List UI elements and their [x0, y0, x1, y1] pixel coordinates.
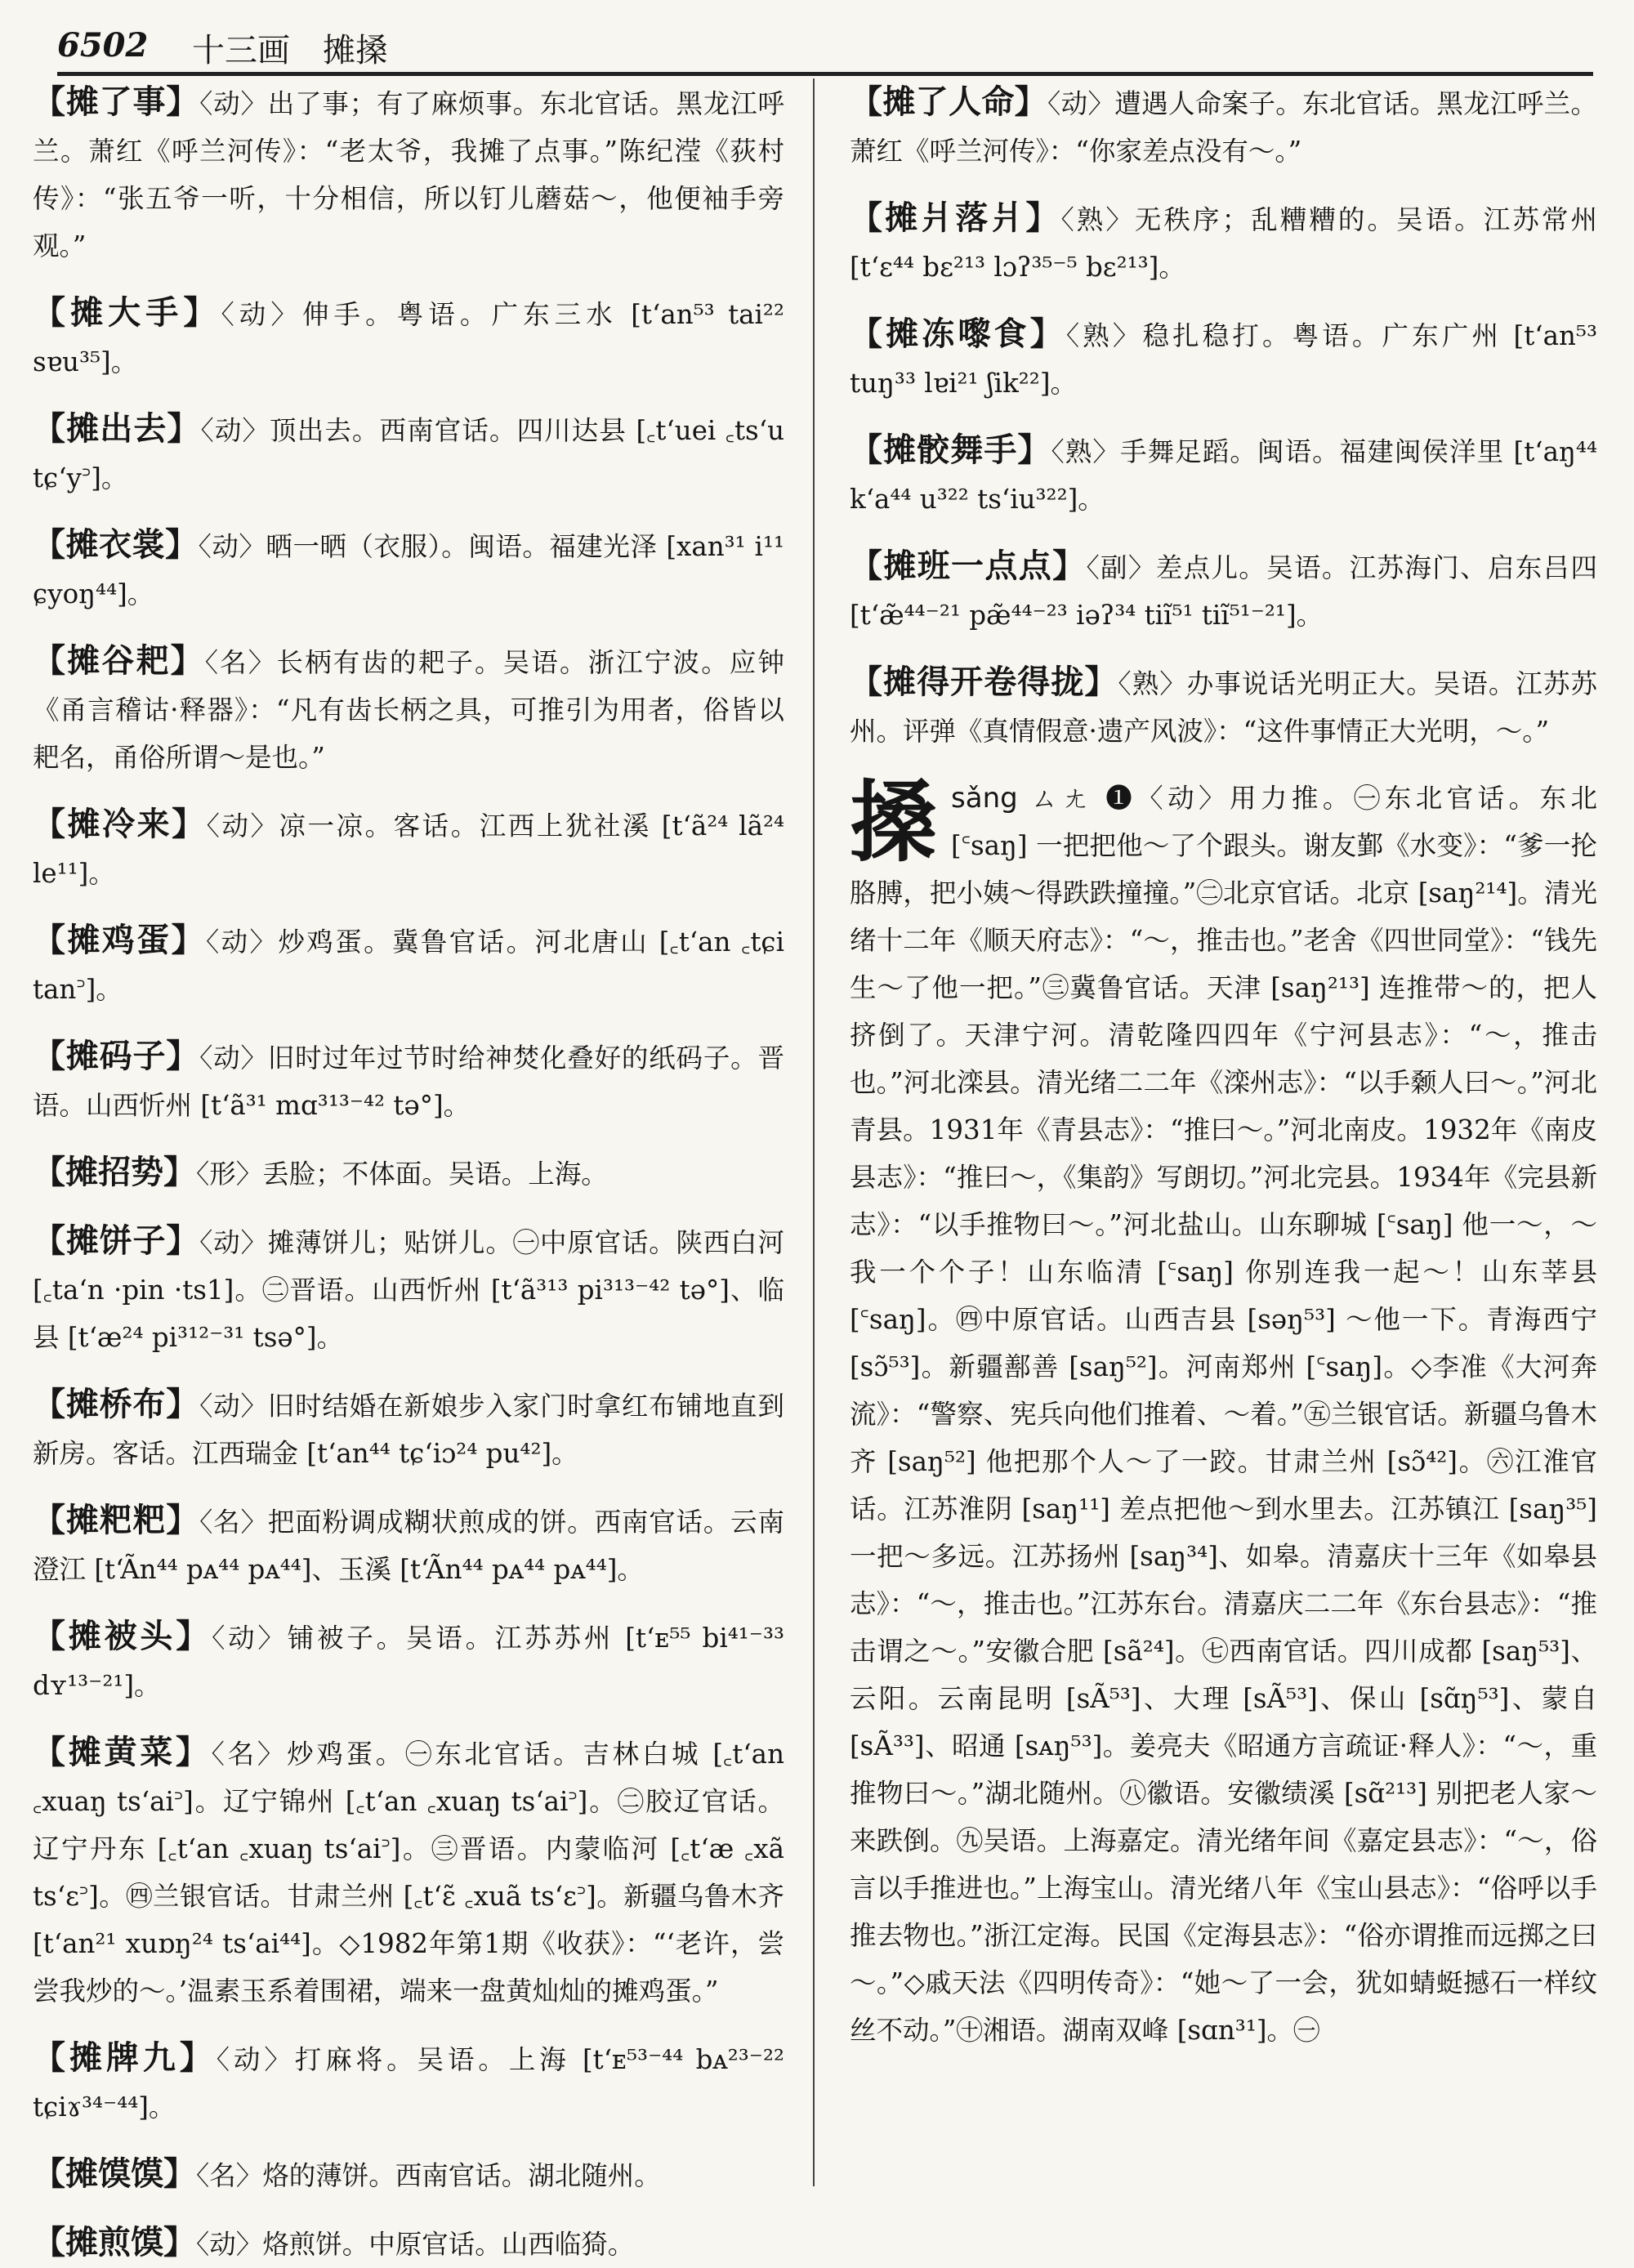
dictionary-entry [33, 1381, 784, 1477]
dictionary-entry [850, 426, 1597, 523]
definition: 〈动〉炒鸡蛋。冀鲁官话。河北唐山 [꜀tʻan ꜀tɕi tan꜄]。 [33, 926, 785, 1005]
headword: 【摊了事】 [33, 83, 200, 121]
dictionary-entry [33, 521, 784, 618]
headword: 【摊粑粑】 [33, 1502, 200, 1539]
head-character: 搡 [850, 772, 939, 874]
headword: 【摊得开卷得拢】 [850, 663, 1118, 701]
dictionary-entry [850, 78, 1597, 175]
dictionary-entry [33, 1033, 784, 1129]
definition: 〈形〉丢脸；不体面。吴语。上海。 [196, 1159, 608, 1190]
dictionary-entry [33, 917, 784, 1013]
definition: 〈动〉伸手。粤语。广东三水 [tʻan⁵³ tai²² sɐu³⁵]。 [33, 299, 784, 377]
dictionary-entry [850, 194, 1597, 291]
headword: 【摊馍馍】 [33, 2155, 196, 2193]
section-heading: 十三画 摊搡 [192, 32, 388, 69]
definition: 〈动〉遭遇人命案子。东北官话。黑龙江呼兰。萧红《呼兰河传》：“你家差点没有～。” [850, 88, 1597, 167]
headword: 【摊爿落爿】 [850, 199, 1061, 237]
headword: 【摊牌九】 [33, 2039, 217, 2077]
zhuyin: ㄙㄤ [1030, 783, 1093, 814]
headword: 【摊码子】 [33, 1038, 200, 1075]
definition: 〈动〉顶出去。西南官话。四川达县 [꜀tʻuei ꜀tsʻu tɕʻy꜄]。 [33, 415, 784, 493]
definition: 〈熟〉手舞足蹈。闽语。福建闽侯洋里 [tʻaŋ⁴⁴ kʻa⁴⁴ u³²² tsʻiu³²²]。 [850, 436, 1597, 515]
headword: 【摊黄菜】 [33, 1734, 212, 1771]
headword: 【摊谷耙】 [33, 642, 205, 680]
dictionary-entry [33, 289, 784, 386]
headword: 【摊冷来】 [33, 806, 207, 843]
definition: 〈动〉摊薄饼儿；贴饼儿。㊀中原官话。陕西白河 [꜀taʻn ·pin ·ts1]。㊁晋语。山西忻州 [tʻã³¹³ pi³¹³⁻⁴² tə°]、临县 [tʻæ²⁴ pi³¹²⁻³¹ tsə°]。 [33, 1227, 784, 1353]
page-header [57, 20, 1593, 76]
definition: 〈熟〉办事说话光明正大。吴语。江苏苏州。评弹《真情假意·遗产风波》：“这件事情正大光明，～。” [850, 668, 1597, 747]
definition: 〈名〉炒鸡蛋。㊀东北官话。吉林白城 [꜀tʻan ꜀xuaŋ tsʻai꜄]。辽宁锦州 [꜀tʻan ꜀xuaŋ tsʻai꜄]。㊁胶辽官话。辽宁丹东 [꜀tʻan ꜀xuaŋ tsʻai꜄]。㊂晋语。内蒙临河 [꜀tʻæ ꜀xã tsʻɛ꜄]。㊃兰银官话。甘肃兰州 [꜀tʻɛ̃ ꜀xuã tsʻɛ꜄]。新疆乌鲁木齐 [tʻan²¹ xuɒŋ²⁴ tsʻai⁴⁴]。◇1982年第1期《收获》：“‘老许，尝尝我炒的～。’温素玉系着围裙，端来一盘黄灿灿的摊鸡蛋。” [33, 1739, 784, 2007]
dictionary-entry [33, 2150, 784, 2199]
headword: 【摊骹舞手】 [850, 431, 1051, 469]
dictionary-entry [33, 1149, 784, 1198]
dictionary-entry [850, 310, 1597, 407]
headword: 【摊招势】 [33, 1154, 196, 1191]
headword: 【摊被头】 [33, 1618, 212, 1655]
sang-entry [850, 772, 1597, 2054]
headword: 【摊鸡蛋】 [33, 922, 206, 959]
dictionary-entry [850, 659, 1597, 755]
headword: 【摊大手】 [33, 294, 221, 332]
headword: 【摊班一点点】 [850, 547, 1087, 585]
dictionary-entry [33, 801, 784, 897]
definition: 〈动〉烙煎饼。中原官话。山西临猗。 [196, 2229, 635, 2260]
dictionary-entry [33, 1497, 784, 1593]
right-column [850, 78, 1597, 2186]
page-number: 6502 [57, 26, 149, 65]
dictionary-entry [33, 2219, 784, 2268]
dictionary-entry [33, 2034, 784, 2131]
definition: 〈动〉旧时结婚在新娘步入家门时拿红布铺地直到新房。客话。江西瑞金 [tʻan⁴⁴ tɕʻiɔ²⁴ pu⁴²]。 [33, 1391, 784, 1469]
definition: 〈名〉长柄有齿的耙子。吴语。浙江宁波。应钟《甬言稽诂·释器》：“凡有齿长柄之具，可推引为用者，俗皆以耙名，甬俗所谓～是也。” [33, 647, 784, 773]
headword: 【摊出去】 [33, 410, 201, 448]
pinyin: sǎng [951, 782, 1018, 815]
definition: 〈名〉把面粉调成糊状煎成的饼。西南官话。云南澄江 [tʻÃn⁴⁴ pᴀ⁴⁴ pᴀ⁴⁴]、玉溪 [tʻÃn⁴⁴ pᴀ⁴⁴ pᴀ⁴⁴]。 [33, 1507, 784, 1585]
dictionary-entry [33, 637, 784, 781]
column-divider [813, 78, 815, 2186]
definition: 〈动〉凉一凉。客话。江西上犹社溪 [tʻã²⁴ lã²⁴ le¹¹]。 [33, 810, 785, 889]
definition: 〈动〉旧时过年过节时给神焚化叠好的纸码子。晋语。山西忻州 [tʻã³¹ mɑ³¹³⁻⁴² tə°]。 [33, 1042, 784, 1121]
definition: 〈动〉出了事；有了麻烦事。东北官话。黑龙江呼兰。萧红《呼兰河传》：“老太爷，我摊了点事。”陈纪滢《荻村传》：“张五爷一听，十分相信，所以钉儿蘑菇～，他便袖手旁观。” [33, 88, 784, 261]
dictionary-entry [33, 1217, 784, 1361]
definition: 〈名〉烙的薄饼。西南官话。湖北随州。 [196, 2160, 661, 2191]
definition: 〈动〉晒一晒（衣服）。闽语。福建光泽 [xan³¹ i¹¹ ɕyoŋ⁴⁴]。 [33, 531, 784, 609]
headword: 【摊了人命】 [850, 83, 1048, 121]
definition: ❶〈动〉用力推。㊀东北官话。东北 [꜂saŋ] 一把把他～了个跟头。谢友鄞《水变》：“爹一抡胳膊，把小姨～得跌跌撞撞。”㊁北京官话。北京 [saŋ²¹⁴]。清光绪十二年《顺天府志》：“～，推击也。”老舍《四世同堂》：“钱先生～了他一把。”㊂冀鲁官话。天津 [saŋ²¹³] 连推带～的，把人挤倒了。天津宁河。清乾隆四四年《宁河县志》：“～，推击也。”河北滦县。清光绪二二年《滦州志》：“以手颡人曰～。”河北青县。1931年《青县志》：“推曰～。”河北南皮。1932年《南皮县志》：“推曰～，《集韵》写朗切。”河北完县。1934年《完县新志》：“以手推物曰～。”河北盐山。山东聊城 [꜂saŋ] 他一～，～我一个个子！山东临清 [꜂saŋ] 你别连我一起～！山东莘县 [꜂saŋ]。㊃中原官话。山西吉县 [səŋ⁵³] ～他一下。青海西宁 [sɔ̃⁵³]。新疆鄯善 [saŋ⁵²]。河南郑州 [꜂saŋ]。◇李准《大河奔流》：“警察、宪兵向他们推着、～着。”㊄兰银官话。新疆乌鲁木齐 [saŋ⁵²] 他把那个人～了一跤。甘肃兰州 [sɔ̃⁴²]。㊅江淮官话。江苏淮阴 [saŋ¹¹] 差点把他～到水里去。江苏镇江 [saŋ³⁵] 一把～多远。江苏扬州 [saŋ³⁴]、如皋。清嘉庆十三年《如皋县志》：“～，推击也。”江苏东台。清嘉庆二二年《东台县志》：“推击谓之～。”安徽合肥 [sã²⁴]。㊆西南官话。四川成都 [saŋ⁵³]、云阳。云南昆明 [sÃ⁵³]、大理 [sÃ⁵³]、保山 [sɑ̃ŋ⁵³]、蒙自 [sÃ³³]、昭通 [sᴀŋ⁵³]。姜亮夫《昭通方言疏证·释人》：“～，重推物曰～。”湖北随州。㊇徽语。安徽绩溪 [sɑ̃²¹³] 别把老人家～来跌倒。㊈吴语。上海嘉定。清光绪年间《嘉定县志》：“～，俗言以手推进也。”上海宝山。清光绪八年《宝山县志》：“俗呼以手推去物也。”浙江定海。民国《定海县志》：“俗亦谓推而远掷之曰～。”◇戚天法《四明传奇》：“她～了一会，犹如蜻蜓撼石一样纹丝不动。”㊉湘语。湖南双峰 [sɑn³¹]。㊀ [850, 783, 1597, 2046]
definition: 〈动〉铺被子。吴语。江苏苏州 [tʻᴇ⁵⁵ bi⁴¹⁻³³ dʏ¹³⁻²¹]。 [33, 1623, 785, 1701]
dictionary-entry [33, 78, 784, 270]
definition: 〈熟〉无秩序；乱糟糟的。吴语。江苏常州 [tʻɛ⁴⁴ bɛ²¹³ lɔʔ³⁵⁻⁵ bɛ²¹³]。 [850, 204, 1597, 283]
headword: 【摊饼子】 [33, 1222, 200, 1260]
definition: 〈动〉打麻将。吴语。上海 [tʻᴇ⁵³⁻⁴⁴ bᴀ²³⁻²² tɕiɤ³⁴⁻⁴⁴]。 [33, 2044, 785, 2123]
headword: 【摊桥布】 [33, 1386, 200, 1423]
left-column [33, 78, 785, 2261]
headword: 【摊衣裳】 [33, 526, 199, 564]
definition: 〈副〉差点儿。吴语。江苏海门、启东吕四 [tʻæ̃⁴⁴⁻²¹ pæ̃⁴⁴⁻²³ iəʔ³⁴ tiĩ⁵¹ tiĩ⁵¹⁻²¹]。 [850, 552, 1597, 631]
headword: 【摊煎馍】 [33, 2224, 196, 2261]
dictionary-entry [33, 1729, 784, 2015]
dictionary-entry [850, 542, 1597, 639]
definition: 〈熟〉稳扎稳打。粤语。广东广州 [tʻan⁵³ tuŋ³³ lɐi²¹ ʃik²²]。 [850, 320, 1597, 399]
dictionary-entry [33, 405, 784, 502]
headword: 【摊冻嚟食】 [850, 315, 1066, 353]
dictionary-entry [33, 1613, 784, 1709]
